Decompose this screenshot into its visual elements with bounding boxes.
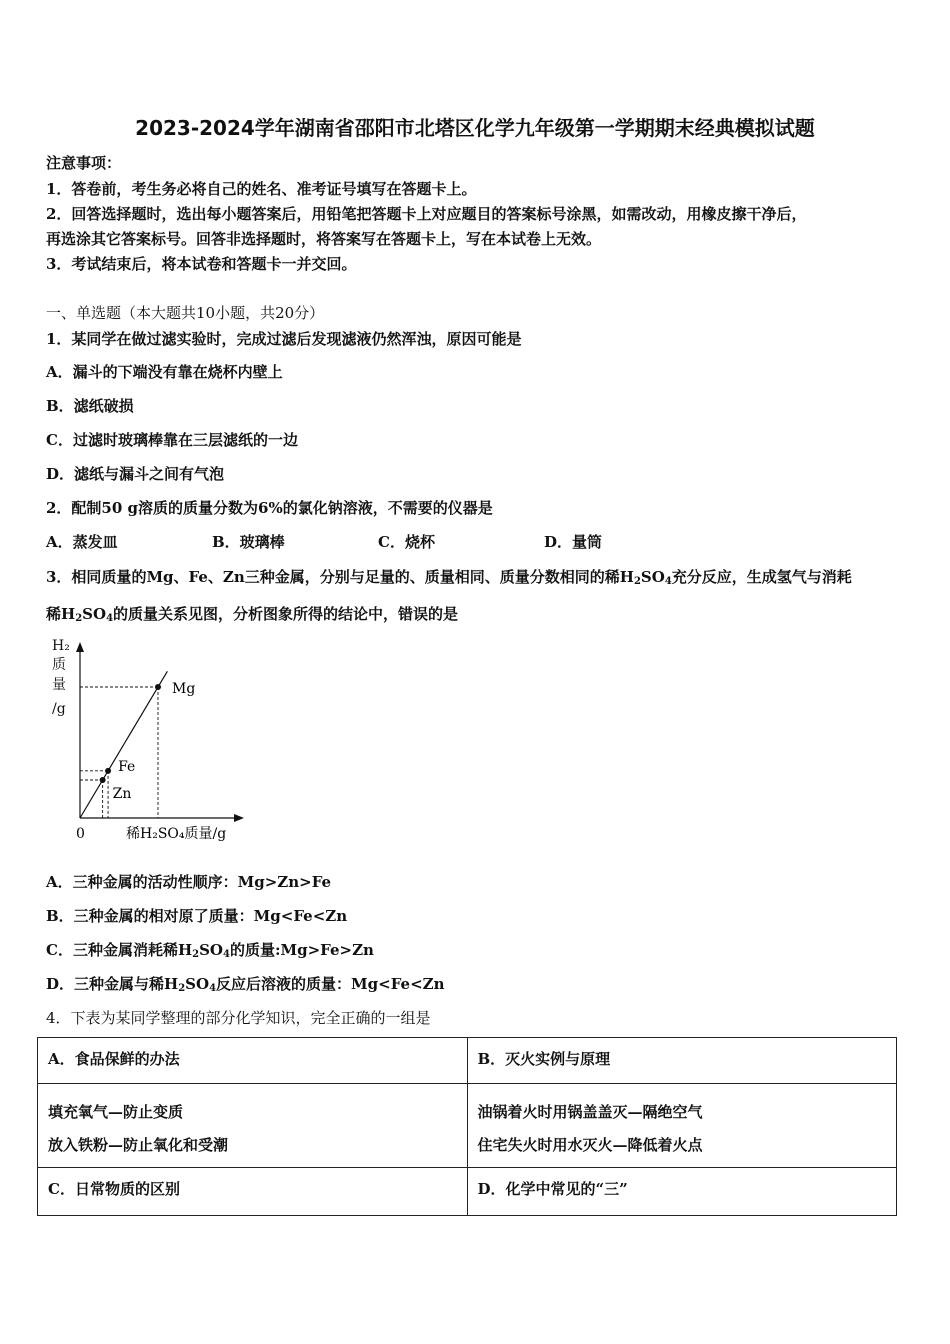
q2-option-b: B．玻璃棒	[212, 533, 285, 551]
table-line: 放入铁粉—防止氧化和受潮	[48, 1136, 229, 1154]
q2-option-a: A．蒸发皿	[46, 533, 118, 551]
section-heading: 一、单选题（本大题共10小题，共20分）	[46, 304, 325, 322]
table-line: 住宅失火时用水灭火—降低着火点	[477, 1136, 703, 1154]
q2-option-c: C．烧杯	[378, 533, 435, 551]
q3-option-b: B．三种金属的相对原了质量：Mg<Fe<Zn	[46, 907, 348, 925]
table-cell-b-body	[467, 1084, 897, 1168]
data-point-mg	[155, 684, 161, 690]
y-axis-label-line: 量	[52, 677, 66, 693]
notice-item: 3．考试结束后，将本试卷和答题卡一并交回。	[46, 255, 357, 273]
x-axis-arrow	[234, 814, 244, 822]
table-cell-a-body	[38, 1084, 468, 1168]
q1-option-b: B．滤纸破损	[46, 397, 134, 415]
y-axis-label-line: /g	[52, 701, 66, 717]
data-point-fe	[105, 768, 111, 774]
q1-stem: 1．某同学在做过滤实验时，完成过滤后发现滤液仍然浑浊，原因可能是	[46, 330, 522, 348]
q3-option-a: A．三种金属的活动性顺序：Mg>Zn>Fe	[46, 873, 332, 891]
q4-table	[37, 1037, 897, 1216]
y-axis-label-line: 质	[52, 657, 66, 673]
data-point-zn	[100, 777, 106, 783]
notice-heading: 注意事项：	[46, 154, 122, 172]
q3-stem-line2: 稀$H_2SO_4$的质量关系见图，分析图象所得的结论中，错误的是	[46, 605, 459, 624]
y-axis-label	[52, 638, 70, 717]
point-label-mg: Mg	[172, 681, 196, 697]
q3-chart	[40, 636, 270, 846]
table-cell-b-head: B．灭火实例与原理	[467, 1038, 897, 1084]
table-cell-c-head: C．日常物质的区别	[38, 1168, 468, 1216]
notice-item: 2．回答选择题时，选出每小题答案后，用铅笔把答题卡上对应题目的答案标号涂黑，如需改动，用橡皮擦干净后，	[46, 205, 807, 223]
q3-option-d: D．三种金属与稀$H_2SO_4$反应后溶液的质量：Mg<Fe<Zn	[46, 975, 445, 994]
q2-option-d: D．量筒	[544, 533, 603, 551]
notice-item: 1．答卷前，考生务必将自己的姓名、准考证号填写在答题卡上。	[46, 180, 477, 198]
q1-option-d: D．滤纸与漏斗之间有气泡	[46, 465, 225, 483]
table-cell-a-head: A．食品保鲜的办法	[38, 1038, 468, 1084]
q3-option-c: C．三种金属消耗稀$H_2SO_4$的质量:Mg>Fe>Zn	[46, 941, 374, 960]
y-axis-arrow	[76, 642, 84, 652]
x-axis-label: 稀H₂SO₄质量/g	[126, 826, 227, 842]
notice-item: 再选涂其它答案标号。回答非选择题时，将答案写在答题卡上，写在本试卷上无效。	[46, 230, 602, 248]
q2-stem: 2．配制50 g溶质的质量分数为6%的氯化钠溶液，不需要的仪器是	[46, 499, 493, 517]
table-line: 油锅着火时用锅盖盖灭—隔绝空气	[477, 1103, 703, 1121]
table-line: 填充氧气—防止变质	[48, 1103, 184, 1121]
q1-option-c: C．过滤时玻璃棒靠在三层滤纸的一边	[46, 431, 298, 449]
q3-stem-line1: 3．相同质量的Mg、Fe、Zn三种金属，分别与足量的、质量相同、质量分数相同的稀$H_2SO_4$充分反应，生成氢气与消耗	[46, 568, 852, 587]
page-title: 2023-2024学年湖南省邵阳市北塔区化学九年级第一学期期末经典模拟试题	[135, 116, 815, 140]
q1-option-a: A．漏斗的下端没有靠在烧杯内壁上	[46, 363, 283, 381]
point-label-fe: Fe	[118, 758, 136, 775]
point-label-zn: Zn	[112, 786, 132, 803]
q2-options	[46, 531, 710, 552]
table-cell-d-head: D．化学中常见的“三”	[467, 1168, 897, 1216]
origin-label: 0	[76, 826, 85, 842]
y-axis-label-line: H₂	[52, 638, 70, 654]
q4-stem: 4．下表为某同学整理的部分化学知识，完全正确的一组是	[46, 1009, 431, 1027]
